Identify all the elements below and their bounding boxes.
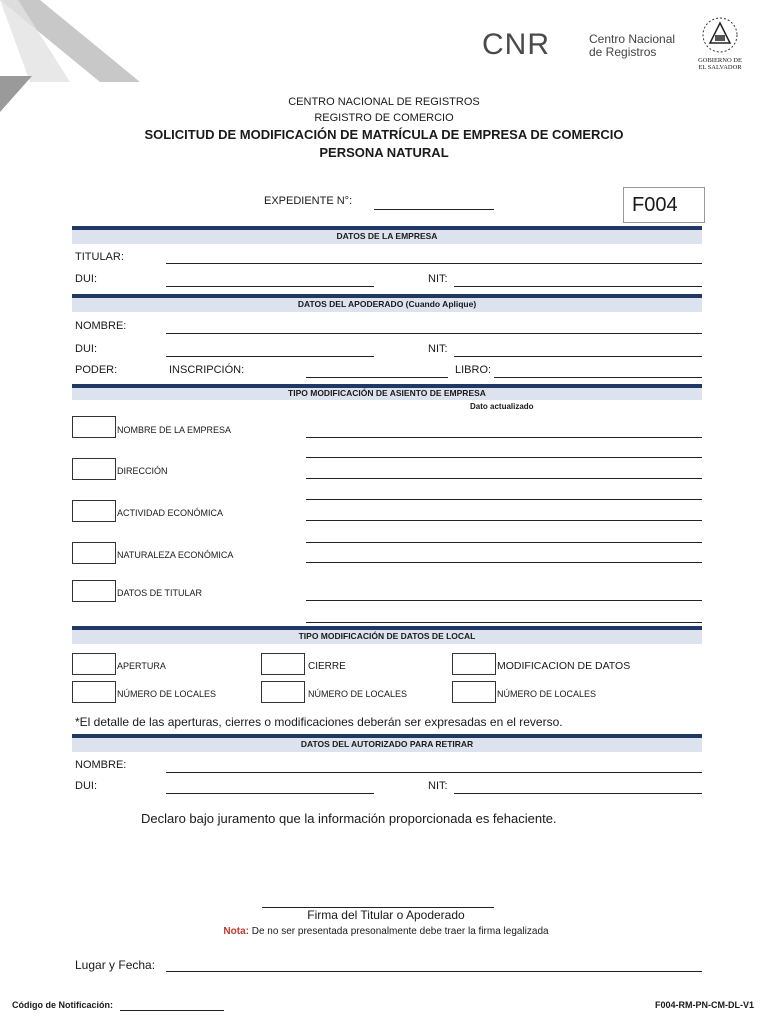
gov-line2: EL SALVADOR [698, 64, 742, 71]
apoderado-dui-label: DUI: [75, 343, 97, 355]
apoderado-nombre-field[interactable] [166, 333, 702, 334]
apoderado-nit-label: NIT: [428, 343, 448, 355]
asiento-item-actividad: ACTIVIDAD ECONÓMICA [117, 508, 224, 518]
dato-actualizado-label: Dato actualizado [470, 402, 534, 411]
extra-field[interactable] [306, 622, 702, 623]
section-autorizado: DATOS DEL AUTORIZADO PARA RETIRAR [72, 734, 702, 752]
checkbox-naturaleza[interactable] [72, 542, 116, 564]
nombre-empresa-field[interactable] [306, 437, 702, 438]
document-code: F004-RM-PN-CM-DL-V1 [655, 1000, 754, 1010]
note-label: Nota: [223, 926, 249, 937]
section-datos-apoderado: DATOS DEL APODERADO (Cuando Aplique) [72, 294, 702, 312]
form-code: F004 [632, 194, 678, 216]
expediente-field[interactable] [374, 209, 494, 210]
autorizado-nit-label: NIT: [428, 780, 448, 792]
org-name-line1: Centro Nacional [589, 32, 676, 46]
inscripcion-label: INSCRIPCIÓN: [169, 364, 245, 376]
checkbox-titular[interactable] [72, 580, 116, 602]
autorizado-dui-label: DUI: [75, 780, 97, 792]
checkbox-modificacion[interactable] [452, 653, 496, 675]
direccion-field[interactable] [306, 478, 702, 479]
org-name-line2: de Registros [589, 45, 657, 59]
extra-field[interactable] [306, 542, 702, 543]
autorizado-nombre-label: NOMBRE: [75, 759, 127, 771]
lugar-fecha-label: Lugar y Fecha: [75, 958, 156, 972]
signature-label: Firma del Titular o Apoderado [307, 908, 465, 922]
autorizado-dui-field[interactable] [166, 793, 374, 794]
section-local: TIPO MODIFICACIÓN DE DATOS DE LOCAL [72, 626, 702, 644]
page-title: SOLICITUD DE MODIFICACIÓN DE MATRÍCULA DE EMPRESA DE COMERCIO [144, 127, 624, 142]
expediente-label: EXPEDIENTE N°: [264, 195, 353, 207]
titular-label: TITULAR: [75, 251, 124, 263]
cnr-logo [482, 28, 550, 62]
extra-field[interactable] [306, 457, 702, 458]
asiento-item-titular: DATOS DE TITULAR [117, 588, 203, 598]
asiento-item-nombre: NOMBRE DE LA EMPRESA [117, 425, 232, 435]
codigo-notificacion-field[interactable] [120, 1010, 224, 1011]
cnr-logo-text: CNR [482, 28, 550, 61]
checkbox-nombre-empresa[interactable] [72, 416, 116, 438]
header-line1: CENTRO NACIONAL DE REGISTROS [288, 96, 480, 108]
section-datos-empresa: DATOS DE LA EMPRESA [72, 226, 702, 244]
note-text: De no ser presentada presonalmente debe traer la firma legalizada [251, 926, 549, 937]
apoderado-nombre-label: NOMBRE: [75, 320, 127, 332]
extra-field[interactable] [306, 499, 702, 500]
modificacion-label: MODIFICACION DE DATOS [497, 660, 631, 672]
libro-field[interactable] [494, 377, 702, 378]
form-code-box [623, 187, 705, 223]
local-note: *El detalle de las aperturas, cierres o modificaciones deberán ser expresadas en el reverso. [75, 715, 563, 729]
codigo-notificacion-label: Código de Notificación: [12, 1000, 113, 1010]
dui-field[interactable] [166, 286, 374, 287]
libro-label: LIBRO: [455, 364, 492, 376]
gov-line1: GOBIERNO DE [698, 57, 742, 64]
inscripcion-field[interactable] [306, 377, 448, 378]
actividad-field[interactable] [306, 520, 702, 521]
input-num-locales-cierre[interactable] [261, 681, 305, 703]
poder-label: PODER: [75, 364, 118, 376]
apertura-label: APERTURA [117, 661, 166, 671]
asiento-item-direccion: DIRECCIÓN [117, 466, 168, 476]
num-locales-cierre-label: NÚMERO DE LOCALES [308, 689, 408, 699]
autorizado-nit-field[interactable] [454, 793, 702, 794]
signature-note [2, 926, 768, 937]
declaration-text: Declaro bajo juramento que la información proporcionada es fehaciente. [141, 811, 557, 826]
checkbox-apertura[interactable] [72, 653, 116, 675]
page-subtitle: PERSONA NATURAL [319, 145, 449, 160]
apoderado-dui-field[interactable] [166, 356, 374, 357]
nit-label: NIT: [428, 273, 448, 285]
nit-field[interactable] [454, 286, 702, 287]
titular-field[interactable] [166, 263, 702, 264]
coat-of-arms-icon [700, 15, 740, 55]
checkbox-direccion[interactable] [72, 458, 116, 480]
autorizado-nombre-field[interactable] [166, 772, 702, 773]
header-line2: REGISTRO DE COMERCIO [314, 112, 454, 124]
cierre-label: CIERRE [308, 661, 346, 672]
titular-dato-field[interactable] [306, 600, 702, 601]
naturaleza-field[interactable] [306, 562, 702, 563]
num-locales-modificacion-label: NÚMERO DE LOCALES [497, 689, 597, 699]
num-locales-apertura-label: NÚMERO DE LOCALES [117, 689, 217, 699]
asiento-item-naturaleza: NATURALEZA ECONÓMICA [117, 550, 234, 560]
checkbox-cierre[interactable] [261, 653, 305, 675]
apoderado-nit-field[interactable] [454, 356, 702, 357]
input-num-locales-modificacion[interactable] [452, 681, 496, 703]
checkbox-actividad[interactable] [72, 500, 116, 522]
lugar-fecha-field[interactable] [166, 971, 702, 972]
section-asiento: TIPO MODIFICACIÓN DE ASIENTO DE EMPRESA [72, 384, 702, 400]
input-num-locales-apertura[interactable] [72, 681, 116, 703]
dui-label: DUI: [75, 273, 97, 285]
